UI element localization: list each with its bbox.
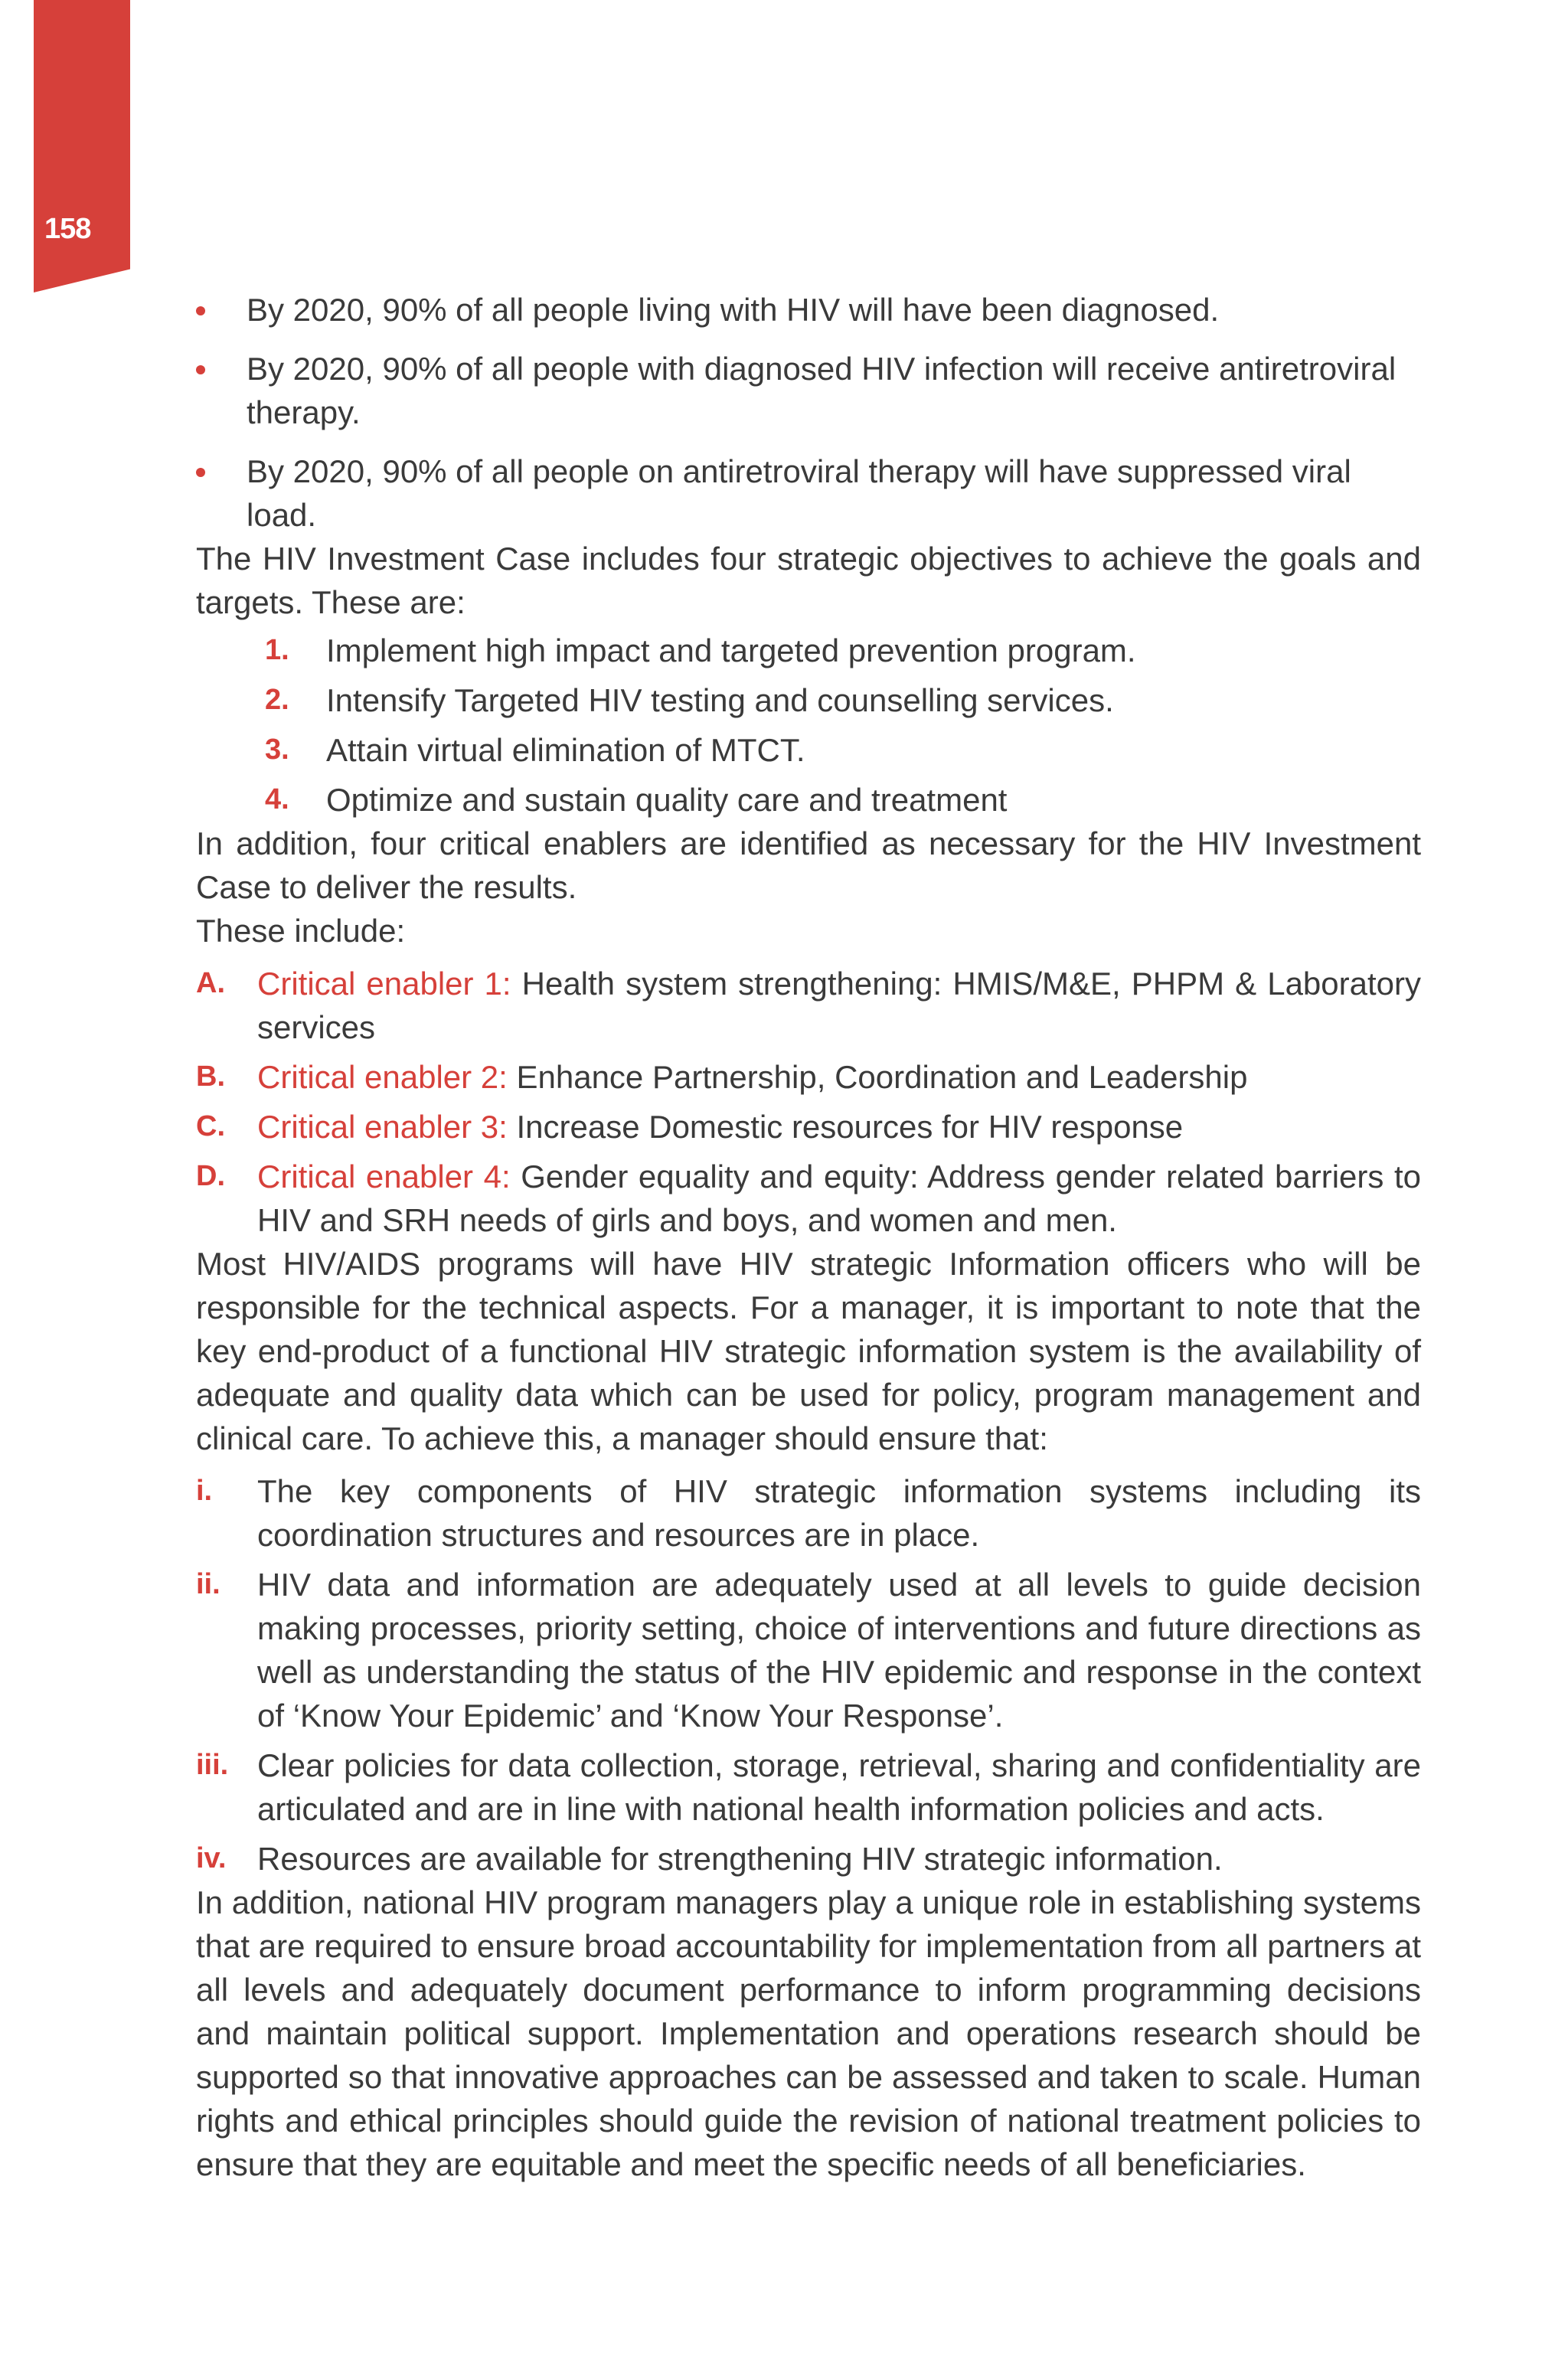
enabler-text: Increase Domestic resources for HIV response [507,1109,1184,1145]
enabler-item [196,1105,1421,1149]
checklist-marker: i. [196,1475,213,1507]
targets-bullet-list [196,288,1421,537]
enabler-item [196,1055,1421,1099]
bullet-text: By 2020, 90% of all people living with HIV will have been diagnosed. [247,292,1220,328]
objective-text: Optimize and sustain quality care and treatment [326,782,1008,818]
enabler-item [196,962,1421,1049]
enabler-label: Critical enabler 1: [257,966,511,1002]
managers-paragraph: Most HIV/AIDS programs will have HIV strategic Information officers who will be responsible for the technical aspects. For a manager, it is important to note that the key end-product of a functional HIV strategic information system is the availability of adequate and quality data which can be used for policy, program management and clinical care. To achieve this, a manager should ensure that: [196,1246,1421,1456]
enabler-marker: D. [196,1160,225,1192]
bullet-text: By 2020, 90% of all people on antiretroviral therapy will have suppressed viral load. [247,453,1351,533]
bullet-item [196,347,1421,434]
page-tab [34,0,130,292]
enabler-text: Gender equality and equity: Address gender related barriers to HIV and SRH needs of girls and boys, and women and men. [257,1159,1421,1238]
checklist-text: Resources are available for strengthening HIV strategic information. [257,1841,1223,1877]
enabler-text: Enhance Partnership, Coordination and Leadership [507,1059,1248,1095]
these-include-label: These include: [196,913,406,949]
enabler-marker: B. [196,1060,225,1093]
closing-paragraph: In addition, national HIV program managers play a unique role in establishing systems that are required to ensure broad accountability for implementation from all partners at all levels and adequately document performance to inform programming decisions and maintain political support. Implementation and operations research should be supported so that innovative approaches can be assessed and taken to scale. Human rights and ethical principles should guide the revision of national treatment policies to ensure that they are equitable and meet the specific needs of all beneficiaries. [196,1884,1421,2182]
checklist-marker: iii. [196,1749,229,1781]
bullet-dot-icon [196,468,205,477]
enabler-text: Health system strengthening: HMIS/M&E, PHPM & Laboratory services [257,966,1422,1045]
bullet-text: By 2020, 90% of all people with diagnosed HIV infection will receive antiretroviral therapy. [247,351,1396,430]
objective-item [196,728,1421,772]
enabler-marker: A. [196,967,225,999]
page-content [196,288,1421,2186]
objective-marker: 1. [265,634,289,666]
enabler-label: Critical enabler 2: [257,1059,508,1095]
objectives-list [196,629,1421,822]
bullet-item [196,449,1421,537]
enabler-label: Critical enabler 3: [257,1109,508,1145]
manager-checklist [196,1469,1421,1881]
checklist-text: HIV data and information are adequately used at all levels to guide decision making processes, priority setting, choice of interventions and future directions as well as understanding the status of the HIV epidemic and response in the context of ‘Know Your Epidemic’ and ‘Know Your Response’. [257,1567,1421,1734]
enabler-marker: C. [196,1110,225,1142]
checklist-text: The key components of HIV strategic information systems including its coordination structures and resources are in place. [257,1473,1421,1553]
checklist-item [196,1563,1421,1737]
objective-item [196,678,1421,722]
checklist-item [196,1469,1421,1557]
enabler-item [196,1155,1421,1242]
checklist-marker: iv. [196,1842,227,1874]
checklist-item [196,1744,1421,1831]
enabler-label: Critical enabler 4: [257,1159,511,1194]
enablers-intro-paragraph: In addition, four critical enablers are identified as necessary for the HIV Investment Case to deliver the results. [196,825,1421,905]
objective-text: Implement high impact and targeted prevention program. [326,632,1136,668]
bullet-item [196,288,1421,332]
bullet-dot-icon [196,365,205,374]
checklist-marker: ii. [196,1568,220,1600]
objective-item [196,778,1421,822]
checklist-item [196,1837,1421,1881]
objective-item [196,629,1421,672]
objective-text: Intensify Targeted HIV testing and counselling services. [326,682,1114,718]
objective-text: Attain virtual elimination of MTCT. [326,732,805,768]
objective-marker: 3. [265,734,289,766]
page-number: 158 [44,213,91,245]
checklist-text: Clear policies for data collection, storage, retrieval, sharing and confidentiality are articulated and are in line with national health information policies and acts. [257,1747,1421,1827]
investment-intro-paragraph: The HIV Investment Case includes four strategic objectives to achieve the goals and targets. These are: [196,541,1421,620]
enablers-list [196,962,1421,1242]
bullet-dot-icon [196,306,205,315]
objective-marker: 2. [265,684,289,716]
objective-marker: 4. [265,783,289,815]
